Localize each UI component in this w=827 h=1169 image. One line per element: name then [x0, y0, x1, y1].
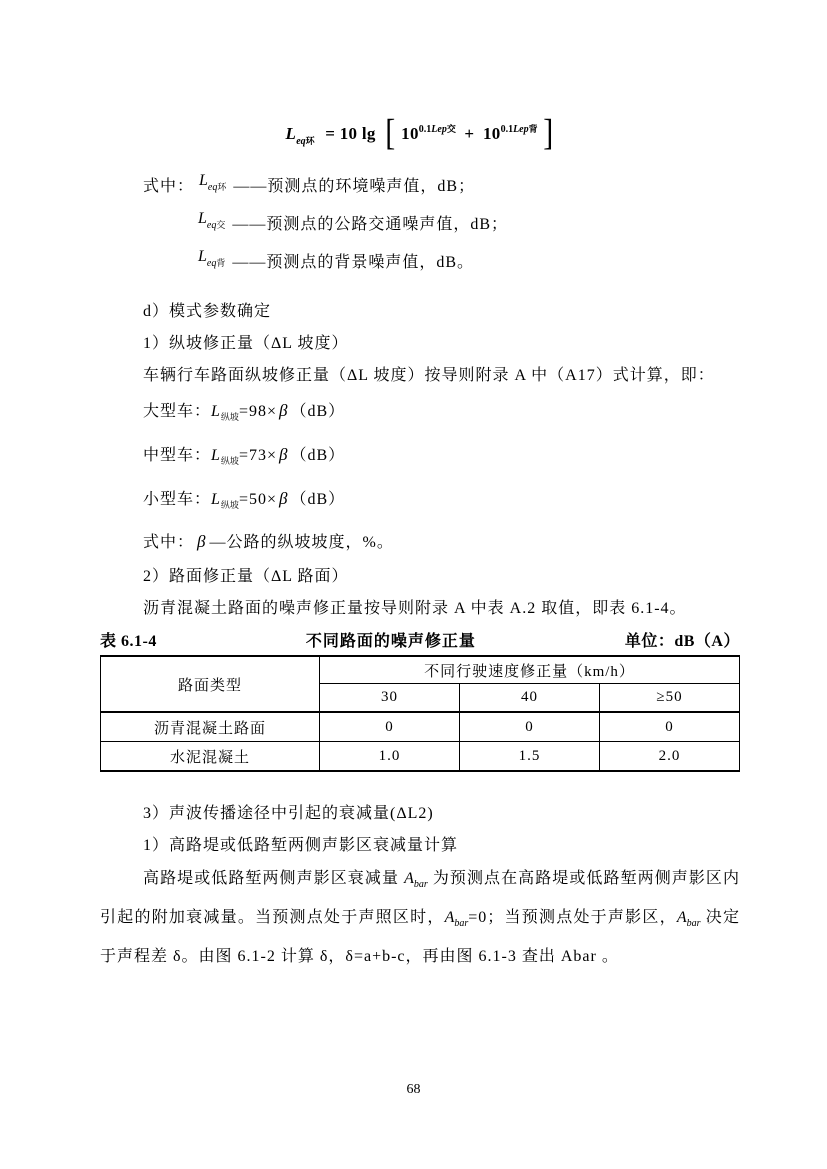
formula-lhs-sub-cn: 环	[305, 136, 315, 146]
beta-symbol: β	[278, 445, 289, 464]
table-caption-unit: 单位：dB（A）	[624, 633, 740, 650]
symbol-base: L	[198, 210, 207, 227]
left-bracket: [	[385, 111, 396, 153]
header-pavement-type: 路面类型	[101, 656, 320, 712]
beta-definition	[100, 524, 740, 561]
symbol-l: L	[211, 403, 221, 420]
para-pavement-intro: 沥青混凝土路面的噪声修正量按导则附录 A 中表 A.2 取值，即表 6.1-4。	[143, 600, 687, 617]
formula-term1-sup-num: 0.1	[418, 124, 432, 135]
heading-d-parameters: d）模式参数确定	[143, 303, 272, 320]
para-text: =0；当预测点处于声影区，	[468, 909, 677, 926]
symbol-l: L	[211, 491, 221, 508]
where-line-env	[100, 168, 740, 206]
para-text: 高路堤或低路堑两侧声影区衰减量	[143, 870, 405, 887]
abar-base: A	[676, 909, 687, 926]
symbol-base: L	[198, 248, 207, 265]
cell-pavement-type: 水泥混凝土	[101, 742, 320, 772]
where-intro: 式中：	[143, 534, 195, 551]
formula-large-vehicle	[100, 392, 740, 436]
heading-slope-correction: 1）纵坡修正量（ΔL 坡度）	[143, 335, 349, 352]
symbol-sub-cn: 背	[216, 258, 226, 268]
symbol-leq-background	[198, 238, 225, 283]
symbol-sub-cn: 环	[217, 182, 227, 192]
symbol-subscript	[207, 258, 225, 269]
where-line-traffic	[100, 206, 740, 244]
formula-term1-base: 10	[401, 124, 419, 143]
where-desc-background: ——预测点的背景噪声值，dB。	[232, 254, 475, 271]
table-caption	[100, 629, 740, 655]
symbol-l-sub: 纵坡	[220, 456, 239, 466]
symbol-abar	[444, 909, 469, 929]
unit-db: （dB）	[290, 403, 346, 420]
equation-part: =98×	[238, 403, 277, 420]
beta-symbol: β	[278, 489, 289, 508]
para-abar	[100, 862, 740, 973]
beta-desc: —公路的纵坡坡度，%。	[209, 534, 394, 551]
formula-term2-base: 10	[482, 124, 501, 143]
vehicle-label: 小型车：	[143, 491, 212, 508]
cell-value: 1.0	[320, 742, 460, 772]
para-text: 为预测点在高路堤或低路堑两侧声影区内引起的附加衰减量。当预测点处于声照区时，	[100, 870, 740, 926]
symbol-sub-cn: 交	[216, 220, 226, 230]
abar-base: A	[404, 870, 414, 887]
symbol-base: L	[199, 172, 208, 189]
right-bracket: ]	[543, 111, 554, 153]
symbol-abar	[404, 870, 428, 890]
symbol-subscript	[207, 220, 225, 231]
beta-symbol: β	[278, 401, 289, 420]
formula-lhs-base: L	[285, 124, 297, 143]
table-header-row-1	[101, 656, 740, 684]
unit-db: （dB）	[290, 491, 346, 508]
cell-value: 2.0	[600, 742, 740, 772]
table-caption-title: 不同路面的噪声修正量	[305, 633, 476, 650]
formula-relation: = 10 lg	[325, 124, 376, 143]
heading-attenuation: 3）声波传播途径中引起的衰减量(ΔL2)	[143, 805, 434, 822]
table-caption-label: 表 6.1-4	[100, 633, 157, 650]
formula-term2-sup-cn: 背	[528, 124, 538, 134]
formula-lhs	[285, 124, 315, 147]
formula-term2-sup-num: 0.1	[500, 124, 514, 135]
formula-term2-sup-var: Lep	[513, 124, 529, 135]
para-text: 决定于声程差 δ。由图 6.1-2 计算 δ，δ=a+b-c，再由图 6.1-3 查出 Abar 。	[100, 909, 740, 965]
formula-term1-superscript	[419, 124, 456, 135]
abar-base: A	[444, 909, 455, 926]
symbol-subscript	[208, 182, 226, 193]
symbol-sub-latin: eq	[207, 182, 218, 193]
formula-environment-noise	[100, 106, 740, 152]
equation-part: =50×	[238, 491, 277, 508]
header-speed-correction: 不同行驶速度修正量（km/h）	[320, 656, 740, 684]
where-definitions	[100, 168, 740, 282]
beta-symbol: β	[197, 532, 207, 551]
formula-term1-sup-var: Lep	[431, 124, 447, 135]
where-intro: 式中：	[143, 178, 195, 195]
abar-sub: bar	[413, 879, 428, 890]
vehicle-label: 大型车：	[143, 403, 212, 420]
formula-small-vehicle	[100, 480, 740, 524]
vehicle-label: 中型车：	[143, 447, 212, 464]
symbol-abar	[676, 909, 701, 929]
noise-correction-table	[100, 655, 740, 772]
cell-value: 0	[600, 712, 740, 742]
cell-value: 1.5	[460, 742, 600, 772]
abar-sub: bar	[454, 918, 469, 929]
where-desc-env: ——预测点的环境噪声值，dB；	[233, 178, 476, 195]
formula-medium-vehicle	[100, 436, 740, 480]
header-speed-40: 40	[460, 684, 600, 713]
symbol-sub-latin: eq	[206, 220, 217, 231]
symbol-l: L	[211, 447, 221, 464]
symbol-l-sub: 纵坡	[220, 500, 239, 510]
page-content	[100, 0, 740, 973]
heading-pavement-correction: 2）路面修正量（ΔL 路面）	[143, 568, 349, 585]
page-number: 68	[406, 1082, 421, 1097]
where-desc-traffic: ——预测点的公路交通噪声值，dB；	[232, 216, 509, 233]
symbol-l-sub: 纵坡	[220, 412, 239, 422]
heading-shadow-zone: 1）高路堤或低路堑两侧声影区衰减量计算	[143, 837, 459, 854]
cell-pavement-type: 沥青混凝土路面	[101, 712, 320, 742]
formula-term2	[483, 124, 538, 143]
table-row-asphalt	[101, 712, 740, 742]
header-speed-30: 30	[320, 684, 460, 713]
symbol-sub-latin: eq	[206, 258, 217, 269]
header-speed-50: ≥50	[600, 684, 740, 713]
table-row-cement	[101, 742, 740, 772]
formula-term1	[401, 124, 456, 143]
equation-part: =73×	[238, 447, 277, 464]
formula-term1-sup-cn: 交	[446, 124, 456, 134]
plus-sign: +	[464, 124, 475, 143]
formula-term2-superscript	[501, 124, 538, 135]
abar-sub: bar	[686, 918, 701, 929]
cell-value: 0	[320, 712, 460, 742]
para-slope-formula-intro: 车辆行车路面纵坡修正量（ΔL 坡度）按导则附录 A 中（A17）式计算，即：	[143, 367, 715, 384]
cell-value: 0	[460, 712, 600, 742]
unit-db: （dB）	[290, 447, 346, 464]
where-line-background	[100, 244, 740, 282]
formula-lhs-sub-latin: eq	[296, 136, 306, 147]
formula-lhs-subscript	[296, 136, 314, 147]
